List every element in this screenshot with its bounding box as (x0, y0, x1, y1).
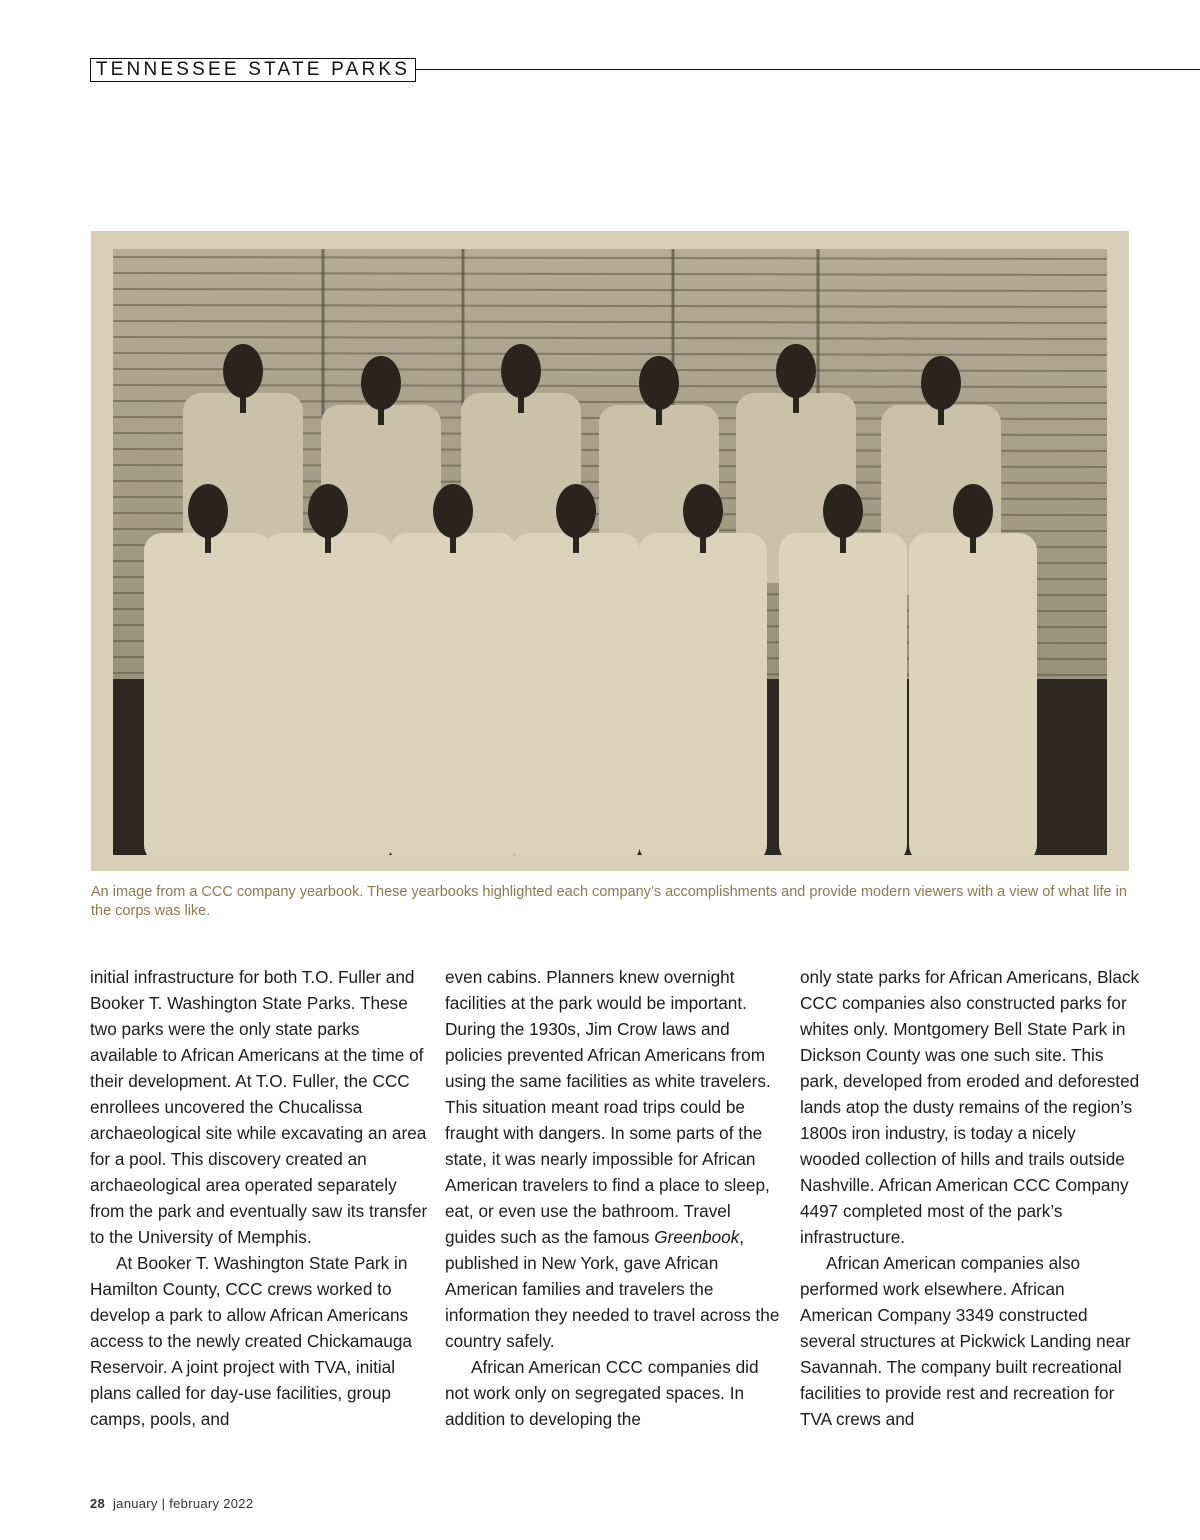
text-column-2 (445, 964, 785, 1432)
section-header (90, 58, 416, 82)
person-figure (779, 484, 907, 855)
person-figure (909, 484, 1037, 855)
person-figure (144, 484, 272, 855)
photo (91, 231, 1129, 871)
paragraph: African American companies also performed work elsewhere. African American Company 3349 constructed several structures at Pickwick Landing near Savannah. The company built recreational facilities to provide rest and recreation for TVA crews and (800, 1253, 1131, 1429)
person-figure (389, 484, 517, 855)
paragraph-text: even cabins. Planners knew overnight facilities at the park would be important. During the 1930s, Jim Crow laws and policies prevented African Americans from using the same facilities as white travelers. This situation meant road trips could be fraught with dangers. In some parts of the state, it was nearly impossible for African American travelers to find a place to sleep, eat, or even use the bathroom. Travel guides such as the famous (445, 967, 771, 1247)
issue-date: january | february 2022 (112, 1496, 254, 1511)
page-footer (90, 1496, 253, 1511)
paragraph-text: , published in New York, gave African American families and travelers the information they needed to travel across the country safely. (445, 1227, 780, 1351)
photo-image (113, 249, 1107, 855)
paragraph: At Booker T. Washington State Park in Hamilton County, CCC crews worked to develop a park to allow African Americans access to the newly created Chickamauga Reservoir. A joint project with TVA, initial plans called for day-use facilities, group camps, pools, and (90, 1253, 412, 1429)
header-rule (416, 69, 1200, 70)
page-number: 28 (90, 1496, 106, 1511)
greenbook-title: Greenbook (654, 1227, 740, 1247)
paragraph: only state parks for African Americans, Black CCC companies also constructed parks for whites only. Montgomery Bell State Park in Dickson County was one such site. This park, developed from eroded and deforested lands atop the dusty remains of the region’s 1800s iron industry, is today a nicely wooded collection of hills and trails outside Nashville. African American CCC Company 4497 completed most of the park’s infrastructure. (800, 967, 1140, 1247)
photo-caption: An image from a CCC company yearbook. These yearbooks highlighted each company’s accomplishments and provide modern viewers with a view of what life in the corps was like. (91, 884, 1127, 919)
paragraph: initial infrastructure for both T.O. Fuller and Booker T. Washington State Parks. These two parks were the only state parks available to African Americans at the time of their development. At T.O. Fuller, the CCC enrollees uncovered the Chucalissa archaeological site while excavating an area for a pool. This discovery created an archaeological area operated separately from the park and eventually saw its transfer to the University of Memphis. (90, 967, 428, 1247)
paragraph: African American CCC companies did not work only on segregated spaces. In addition to developing the (445, 1357, 759, 1429)
text-column-3 (800, 964, 1140, 1432)
person-figure (264, 484, 392, 855)
person-figure (639, 484, 767, 855)
person-figure (512, 484, 640, 855)
paragraph (445, 964, 785, 1354)
text-column-1 (90, 964, 430, 1432)
section-title: TENNESSEE STATE PARKS (95, 59, 411, 80)
